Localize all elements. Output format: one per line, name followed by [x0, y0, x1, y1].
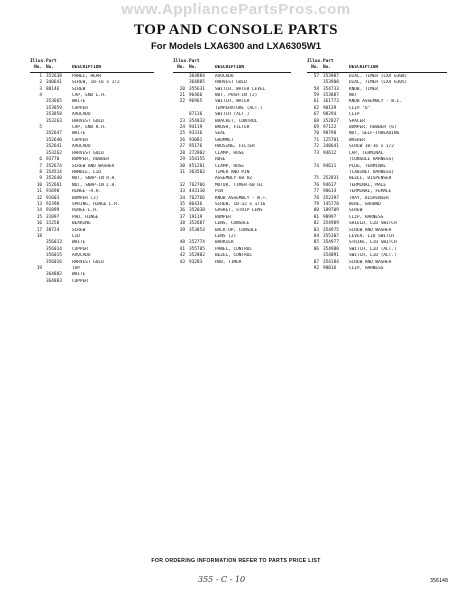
part-description: WHITE: [72, 99, 86, 105]
part-number: 352638: [46, 73, 62, 79]
illus-number: 29: [179, 157, 185, 163]
header-no: No.: [177, 65, 185, 71]
part-number: 98016: [323, 266, 337, 271]
part-description: (CONSOLE HARNESS): [349, 157, 394, 163]
part-description: CLAMP, HOSE: [215, 150, 245, 156]
part-description: MOTOR, TIMER-60 HZ: [215, 182, 263, 188]
header-description: DESCRIPTION: [72, 65, 102, 71]
part-number: 353263: [46, 118, 62, 124]
part-description: LENS, CONSOLE: [215, 221, 250, 227]
illus-number: 15: [36, 214, 42, 220]
illus-number: 86: [313, 246, 319, 252]
part-description: COPPER: [72, 278, 88, 284]
part-number: 31097: [46, 214, 60, 220]
illus-number: 19: [36, 266, 42, 271]
part-description: CAP, TERMINAL: [349, 150, 384, 156]
part-description: SCREW AND WASHER: [349, 227, 392, 233]
parts-row: [173, 260, 291, 266]
part-description: NUT, SNAP-IN R.H.: [72, 176, 117, 182]
illus-number: 59: [313, 93, 319, 99]
part-description: BUMPER (2): [72, 195, 99, 201]
part-number: 98997: [323, 214, 337, 220]
part-number: 96965: [189, 99, 203, 105]
part-description: BEARING: [72, 221, 91, 227]
illus-number: 17: [36, 227, 42, 233]
part-number: 352640: [46, 137, 62, 143]
part-description: COPPER: [72, 137, 88, 143]
part-number: 93316: [189, 131, 203, 137]
illus-number: 40: [179, 240, 185, 246]
part-description: LENS (2): [215, 233, 237, 239]
part-number: 353262: [46, 150, 62, 156]
illus-number: 30: [179, 163, 185, 169]
part-number: 355705: [189, 246, 205, 252]
part-number: 352038: [189, 208, 205, 214]
illus-number: 61: [313, 99, 319, 105]
part-number: 98614: [323, 189, 337, 195]
part-number: 91603: [46, 195, 60, 201]
part-number: 93283: [189, 259, 203, 265]
part-number: 93770: [46, 157, 60, 163]
part-description: WHITE: [72, 240, 86, 246]
part-number: 356014: [46, 246, 62, 252]
handwritten-note: 355 - C - 10: [198, 575, 246, 584]
illus-number: 70: [313, 131, 319, 137]
part-number: 87136: [189, 112, 203, 118]
parts-column-3: [307, 59, 447, 272]
part-number: 353859: [46, 105, 62, 111]
header-part: Part: [189, 59, 200, 64]
header-no: No.: [34, 65, 42, 71]
part-description: PLUG, TERMINAL: [349, 163, 387, 169]
part-description: SCREW: [72, 227, 86, 233]
part-description: CLIP "U": [349, 105, 371, 111]
illus-number: 11: [36, 189, 42, 195]
illus-number: 23: [179, 118, 185, 124]
illus-number: 57: [313, 73, 319, 79]
illus-number: 87: [313, 259, 319, 265]
part-number: 352674: [46, 163, 62, 169]
part-description: TEMPERATURE (ALT.): [215, 105, 263, 111]
part-number: 356015: [46, 253, 62, 259]
part-description: HARVEST GOLD: [215, 80, 247, 86]
part-number: 356013: [46, 240, 62, 246]
illus-number: 42: [179, 253, 185, 259]
illus-number: 12: [36, 195, 42, 201]
part-description: BRACKET, CONTROL: [215, 118, 258, 124]
part-number: 96466: [189, 93, 203, 99]
illus-number: 20: [179, 86, 185, 92]
part-description: (CABINET HARNESS): [349, 169, 394, 175]
part-number: 364884: [189, 73, 205, 79]
part-number: 354514: [46, 169, 62, 175]
part-description: HOSE: [215, 157, 226, 163]
part-number: 352831: [323, 176, 339, 182]
part-description: ASSEMBLY-60 HZ: [215, 176, 253, 182]
illus-number: 82: [313, 221, 319, 227]
parts-row: [30, 279, 154, 285]
part-description: HARVEST GOLD: [72, 150, 104, 156]
part-description: BACK-UP, CONSOLE: [215, 227, 258, 233]
illus-number: 3: [39, 86, 42, 92]
illus-number: 72: [313, 144, 319, 150]
part-number: 354989: [323, 221, 339, 227]
illus-number: 75: [313, 176, 319, 182]
part-number: 355631: [189, 86, 205, 92]
part-description: PAD, HINGE: [72, 214, 99, 220]
column-header: [30, 59, 154, 73]
part-description: HINGE-L.H.: [72, 208, 99, 214]
part-number: 364882: [46, 272, 62, 278]
part-description: BUMPER, RUBBER (6): [349, 125, 397, 131]
part-number: 354975: [323, 227, 339, 233]
illus-number: 80: [313, 208, 319, 214]
part-description: BRUSH, FILTER: [215, 125, 250, 131]
part-description: BUMPER, RUBBER: [72, 157, 110, 163]
part-number: 352661: [46, 182, 62, 188]
header-description: DESCRIPTION: [349, 65, 379, 71]
illus-number: 31: [179, 169, 185, 175]
illus-number: 84: [313, 233, 319, 239]
part-number: 95176: [189, 144, 203, 150]
header-part: Part: [46, 59, 57, 64]
part-number: 88146: [46, 86, 60, 92]
part-description: NUT: [349, 93, 357, 99]
illus-number: 74: [313, 163, 319, 169]
illus-number: 73: [313, 150, 319, 156]
illus-number: 21: [179, 93, 185, 99]
illus-number: 5: [39, 125, 42, 131]
illus-number: 8: [39, 169, 42, 175]
part-description: SWITCH, LID (ALT.): [349, 246, 397, 252]
part-description: AVOCADO: [72, 112, 91, 118]
illus-number: 81: [313, 214, 319, 220]
column-header: [173, 59, 291, 73]
illus-number: 78: [313, 195, 319, 201]
part-description: STRIKE, LID SWITCH: [349, 240, 397, 246]
part-number: 352397: [323, 195, 339, 201]
header-no2: No.: [46, 65, 54, 71]
illus-number: 25: [179, 131, 185, 137]
illus-number: 67: [313, 112, 319, 118]
part-number: 443130: [189, 189, 205, 195]
part-number: 352827: [323, 118, 339, 124]
part-number: 762766: [189, 195, 205, 201]
part-description: HARVEST GOLD: [72, 118, 104, 124]
part-description: CAP, END L.H.: [72, 93, 107, 99]
part-description: SCREW, 10-32 x 1/16: [215, 201, 266, 207]
part-description: CLIP: [349, 112, 360, 118]
part-description: GASKET, STRIP LENS: [215, 208, 263, 214]
illus-number: 83: [313, 227, 319, 233]
header-no2: No.: [323, 65, 331, 71]
parts-column-1: [30, 59, 154, 285]
part-description: SWITCH, WATER LEVEL: [215, 86, 266, 92]
part-number: 352647: [46, 131, 62, 137]
part-description: SCREW: [72, 86, 86, 92]
illus-number: 33: [179, 189, 185, 195]
illus-number: 69: [313, 125, 319, 131]
part-description: AVOCADO: [72, 144, 91, 150]
part-number: 98294: [323, 112, 337, 118]
part-number: 94611: [323, 163, 337, 169]
part-description: PANEL, CONTROL: [215, 246, 253, 252]
part-number: 352640: [46, 176, 62, 182]
illus-number: 13: [36, 201, 42, 207]
part-description: LEVER, LID SWITCH: [349, 233, 394, 239]
part-description: SPACER: [349, 118, 365, 124]
illus-number: 85: [313, 240, 319, 246]
illus-number: 36: [179, 208, 185, 214]
part-number: 352802: [189, 253, 205, 259]
part-number: 353665: [46, 99, 62, 105]
part-number: 364885: [189, 80, 205, 86]
column-header: [307, 59, 447, 73]
header-description: DESCRIPTION: [215, 65, 245, 71]
illus-number: 35: [179, 201, 185, 207]
part-number: 354980: [323, 246, 339, 252]
part-description: HARVEST GOLD: [72, 259, 104, 265]
part-description: KNOB ASSEMBLY - W.L.: [349, 99, 402, 105]
part-number: 356016: [46, 259, 62, 265]
part-description: COPPER: [72, 246, 88, 252]
header-no: No.: [311, 65, 319, 71]
part-description: TERMINAL, FEMALE: [349, 189, 392, 195]
part-description: SEAL: [215, 131, 226, 137]
part-number: 354091: [323, 253, 339, 259]
illus-number: 1: [39, 73, 42, 79]
illus-number: 32: [179, 182, 185, 188]
illus-number: 14: [36, 208, 42, 214]
part-description: DIAL, TIMER (LXA 6300): [349, 73, 408, 79]
part-number: 31258: [46, 221, 60, 227]
watermark: www.AppliancePartsPros.com: [121, 1, 351, 18]
illus-number: 76: [313, 182, 319, 188]
part-number: 353858: [46, 112, 62, 118]
part-description: KNOB ASSEMBLY - W.T.: [215, 195, 268, 201]
illus-number: 68: [313, 118, 319, 124]
part-number: 93081: [189, 137, 203, 143]
part-description: SCREW: [349, 208, 363, 214]
illus-number: 9: [39, 176, 42, 182]
part-number: 272802: [189, 150, 205, 156]
illus-number: 41: [179, 246, 185, 252]
part-description: BUMPER: [215, 214, 231, 220]
part-number: 92398: [46, 201, 60, 207]
illus-number: 28: [179, 150, 185, 156]
illus-number: 18: [36, 233, 42, 239]
part-description: WASHER: [349, 137, 365, 143]
part-number: 353907: [323, 73, 339, 79]
part-description: LID: [72, 233, 80, 239]
part-description: COPPER: [72, 105, 88, 111]
part-description: CLAMP, HOSE: [215, 163, 245, 169]
part-description: BARRIER: [215, 240, 234, 246]
header-part: Part: [323, 59, 334, 64]
part-number: 91698: [46, 189, 60, 195]
part-number: 145778: [323, 201, 339, 207]
part-number: 354733: [323, 86, 339, 92]
part-description: TOP: [72, 266, 80, 271]
header-illus: Illus.: [173, 59, 189, 64]
illus-number: 39: [179, 227, 185, 233]
part-description: BEZEL, CONTROL: [215, 253, 253, 259]
part-number: 762766: [189, 182, 205, 188]
part-number: 94617: [323, 182, 337, 188]
part-number: 355307: [323, 233, 339, 239]
illus-number: 71: [313, 137, 319, 143]
illus-number: 10: [36, 182, 42, 188]
part-number: 19119: [189, 214, 203, 220]
part-description: CAP, END R.H.: [72, 125, 107, 131]
part-description: KNOB, TIMER: [349, 86, 379, 92]
part-description: HINGE--R.H.: [72, 189, 102, 195]
part-description: CLIP, HARNESS: [349, 214, 384, 220]
part-number: 353887: [323, 93, 339, 99]
part-description: SCREW AND WASHER: [72, 163, 115, 169]
part-description: SHIELD, LID SWITCH: [349, 221, 397, 227]
part-number: 125701: [323, 137, 339, 143]
part-description: TIMER AND PIN: [215, 169, 250, 175]
header-illus: Illus.: [307, 59, 323, 64]
part-description: SPRING, HINGE L.H.: [72, 201, 120, 207]
part-number: 90139: [323, 105, 337, 111]
part-description: AVOCADO: [72, 253, 91, 259]
part-description: PIN: [215, 189, 223, 195]
part-description: WIRE, GROUND: [349, 201, 381, 207]
part-number: 361773: [323, 99, 339, 105]
part-description: HOUSING, FILTER: [215, 144, 255, 150]
parts-row: [307, 266, 447, 272]
page-subtitle: For Models LXA6300 and LXA6305W1: [151, 41, 321, 52]
part-description: WHITE: [72, 131, 86, 137]
part-description: NUT, SNAP-IN L.H.: [72, 182, 117, 188]
part-description: SWITCH, LID (ALT.): [349, 253, 397, 259]
page-title: TOP AND CONSOLE PARTS: [133, 22, 339, 38]
part-number: 98798: [323, 131, 337, 137]
illus-number: 22: [179, 99, 185, 105]
part-description: SCREW AND WASHER: [349, 259, 392, 265]
part-number: 38724: [46, 227, 60, 233]
part-number: 86436: [189, 201, 203, 207]
part-number: 352641: [46, 144, 62, 150]
part-description: TRAY, DISPENSER: [349, 195, 389, 201]
part-number: 353853: [189, 227, 205, 233]
part-description: SWITCH, WATER: [215, 99, 250, 105]
illus-number: 2: [39, 80, 42, 86]
part-number: 97122: [323, 125, 337, 131]
part-number: 353908: [323, 80, 339, 86]
part-number: 364883: [46, 278, 62, 284]
illus-number: 6: [39, 157, 42, 163]
part-description: BEZEL, DISPENSER: [349, 176, 392, 182]
illus-number: 26: [179, 137, 185, 143]
illus-number: 16: [36, 221, 42, 227]
illus-number: 79: [313, 201, 319, 207]
part-number: 340641: [323, 144, 339, 150]
part-description: TERMINAL, MALE: [349, 182, 387, 188]
part-number: 352687: [189, 221, 205, 227]
illus-number: 34: [179, 195, 185, 201]
part-number: 91099: [46, 208, 60, 214]
illus-number: 43: [179, 259, 185, 265]
part-number: 340641: [46, 80, 62, 86]
parts-column-2: [173, 59, 291, 266]
header-illus: Illus.: [30, 59, 46, 64]
part-number: 354184: [323, 259, 339, 265]
document-number: 356148: [430, 578, 449, 584]
illus-number: 7: [39, 163, 42, 169]
part-description: WHITE: [72, 272, 86, 278]
part-number: 363502: [189, 169, 205, 175]
illus-number: [30, 279, 42, 285]
illus-number: 37: [179, 214, 185, 220]
part-number: 354033: [189, 118, 205, 124]
illus-number: 4: [39, 93, 42, 99]
part-number: 352774: [189, 240, 205, 246]
illus-number: 77: [313, 189, 319, 195]
illus-number: 38: [179, 221, 185, 227]
part-description: CLIP, HARNESS: [349, 266, 384, 271]
part-description: NUT, SELF-THREADING: [349, 131, 400, 137]
illus-number: 92: [313, 266, 319, 271]
part-number: 354977: [323, 240, 339, 246]
part-description: DIAL, TIMER (LXA 6305): [349, 80, 408, 86]
part-number: 189709: [323, 208, 339, 214]
part-description: GROMMET: [215, 137, 234, 143]
part-number: 94612: [323, 150, 337, 156]
part-description: SWITCH (ALT.): [215, 112, 250, 118]
part-description: SCREW 10-16 x 1/2: [349, 144, 394, 150]
part-description: SCREW, 10-16 x 1/2: [72, 80, 120, 86]
part-description: NUT, PUSH-IN (2): [215, 93, 258, 99]
part-description: AVOCADO: [215, 73, 234, 79]
part-number: 354355: [189, 157, 205, 163]
part-description: HANDLE, LID: [72, 169, 102, 175]
part-number: 451201: [189, 163, 205, 169]
part-description: HUB, TIMER: [215, 259, 242, 265]
illus-number: 27: [179, 144, 185, 150]
illus-number: 24: [179, 125, 185, 131]
part-number: 94119: [189, 125, 203, 131]
illus-number: 62: [313, 105, 319, 111]
illus-number: 58: [313, 86, 319, 92]
part-description: PANEL, REAR: [72, 73, 102, 79]
header-no2: No.: [189, 65, 197, 71]
ordering-note: FOR ORDERING INFORMATION REFER TO PARTS PRICE LIST: [151, 558, 321, 564]
